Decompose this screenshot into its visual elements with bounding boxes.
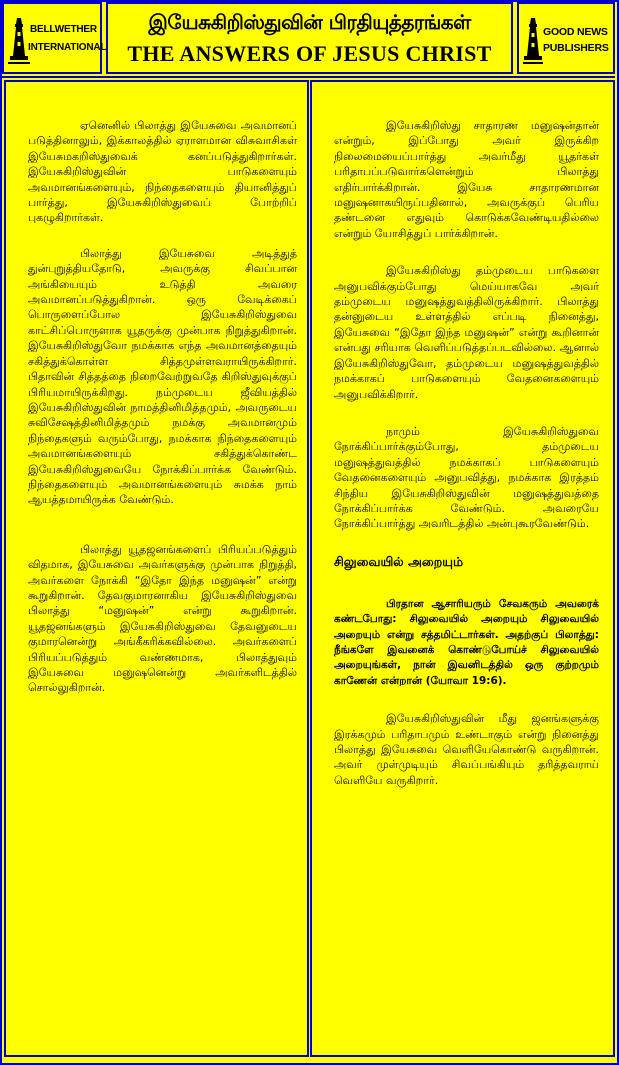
right-paragraph-2: இயேசுகிறிஸ்து தம்முடைய பாடுகளை அனுபவிக்கும்போது மெய்யாகவே அவர் தம்முடைய மனுஷத்துவத்திலிருக்கிறார். பிலாத்து தன்னுடைய உள்ளத்தில் எப்படி நினைத்து, இயேசுவை “இதோ இந்த மனுஷன்” என்று கூறினான் என்பது சரியாக வெளிப்படுத்தப்படவில்லை. ஆனால் இயேசுகிறிஸ்துவோ, தம்முடைய மனுஷத்துவத்தில் நமக்காகப் பாடுகளையும் வேதனைகளையும் அனுபவிக்கிறார். — [334, 264, 599, 401]
title-box — [106, 2, 513, 74]
left-paragraph-1: ஏனெனில் பிலாத்து இயேசுவை அவமானப் படுத்தினாலும், இக்காலத்தில் ஏராளமான விசுவாசிகள் இயேசுமகறிஸ்துவைக் கனப்படுத்துகிறார்கள். இயேசுகிறிஸ்துவின் பாடுகளையும் அவமானங்களையும், நிந்தைகளையும் தியானித்துப் பார்த்து, இயேசுகிறிஸ்துவைப் போற்றிப் புகழுகிறார்கள். — [28, 119, 297, 225]
bellwether-logo-line1: BELLWETHER — [30, 24, 97, 35]
bellwether-logo-box — [2, 2, 107, 74]
bellwether-logo — [8, 12, 107, 68]
left-paragraph-3: பிலாத்து யூதஜனங்களைப் பிரியப்படுத்தும் விதமாக, இயேசுவை அவர்களுக்கு முன்பாக நிறுத்தி, அவர்களை நோக்கி “இதோ இந்த மனுஷன்” என்று கூறுகிறான். தேவகுமாரனாகிய இயேசுகிறிஸ்துவை பிலாத்து “மனுஷன்” என்று கூறுகிறான். யூதஜனங்களும் இயேசுகிறிஸ்துவை தேவனுடைய குமாரனென்று அங்கீகரிக்கவில்லை. அவர்களைப் பிரியப்படுத்தும் வண்ணமாக, பிலாத்துவும் இயேசுவை மனுஷனென்று அவர்களிடத்தில் சொல்லுகிறான். — [28, 542, 297, 695]
right-paragraph-3: நாமும் இயேசுகிறிஸ்துவை நோக்கிப்பார்க்கும்போது, தம்முடைய மனுஷத்துவத்தில் நமக்காகப் பாடுகளையும் வேதனைகளையும் அனுபவித்து, நமக்காக இரத்தம் சிந்திய இயேசுகிறிஸ்துவின் மனுஷத்துவத்தை நோக்கிப்பார்க்க வேண்டும். அவரையே நோக்கிப்பார்த்து அவரிடத்தில் அன்புகூரவேண்டும். — [334, 424, 599, 531]
right-paragraph-1: இயேசுகிறிஸ்து சாதாரண மனுஷன்தான் என்றும், இப்போது அவர் இருக்கிற நிலைமையைப்பார்த்து அவர்மீது யூதர்கள் பரிதாபப்படுவார்களென்றும் பிலாத்து எதிர்பார்க்கிறான். இயேசு சாதாரணமான மனுஷனாகயிருப்பதினால், அவருக்குப் பெரிய தண்டனை எதுவும் கொடுக்கவேண்டியதில்லை என்றும் யோசித்துப் பார்க்கிறான். — [334, 119, 599, 240]
good-news-logo — [523, 12, 613, 68]
left-column — [4, 80, 309, 1057]
left-paragraph-2: பிலாத்து இயேசுவை அடித்துத் துன்புறுத்தியதோடு, அவருக்கு சிவப்பான அங்கியையும் உடுத்தி அவரை அவமானப்படுத்துகிறான். ஒரு வேடிக்கைப் பொருளைப்போல இயேசுகிறிஸ்துவை காட்சிப்பொருளாக யூதருக்கு முன்பாக நிறுத்துகிறான். இயேசுகிறிஸ்துவோ நமக்காக எந்த அவமானத்தையும் சகித்துக்கொள்ள சித்தமுள்ளவராயிருக்கிறார். பிதாவின் சித்தத்தை நிறைவேற்றுவதே கிறிஸ்துவுக்குப் பிரியமாயிருக்கிறது. நம்முடைய ஜீவியத்தில் இயேசுகிறிஸ்துவின் நாமத்தினிமித்தமும், அவருடைய சுவிசேஷத்தினிமித்தமும் நமக்கு அவமானமும் நிந்தைகளும் வரும்போது, நமக்காக நிந்தைகளையும் அவமானங்களையும் சகித்துக்கொண்ட இயேசுகிறிஸ்துவையே நோக்கிப்பார்க்க வேண்டும். நிந்தைகளையும் அவமானங்களையும் சுமக்க நாம் ஆயத்தமாயிருக்க வேண்டும். — [28, 246, 297, 507]
good-news-logo-box — [517, 2, 615, 74]
bellwether-logo-line2: INTERNATIONAL — [28, 42, 107, 53]
section-heading: சிலுவையில் அறையும் — [334, 553, 464, 569]
title-english: THE ANSWERS OF JESUS CHRIST — [127, 41, 492, 66]
right-paragraph-4: இயேசுகிறிஸ்துவின் மீது ஜனங்களுக்கு இரக்கமும் பரிதாபமும் உண்டாகும் என்று நினைத்து பிலாத்து இயேசுவை வெளியேகொண்டு வருகிறான். அவர் முள்முடியும் சிவப்பங்கியும் தரித்தவராய் வெளியே வருகிறார். — [334, 712, 599, 787]
lighthouse-icon — [8, 16, 30, 66]
good-news-logo-line1: GOOD NEWS — [543, 26, 608, 38]
right-column — [310, 80, 615, 1057]
header-divider — [2, 76, 615, 78]
title-tamil: இயேசுகிறிஸ்துவின் பிரதியுத்தரங்கள் — [148, 10, 471, 34]
good-news-logo-line2: PUBLISHERS — [543, 42, 609, 54]
lighthouse-icon — [523, 16, 543, 66]
scripture-quote: பிரதான ஆசாரியரும் சேவகரும் அவரைக் கண்டபோது: சிலுவையில் அறையும் சிலுவையில் அறையும் என்று சத்தமிட்டார்கள். அதற்குப் பிலாத்து: நீங்களே இவனைக் கொண்டுபோய்ச் சிலுவையில் அறையுங்கள், நான் இவனிடத்தில் ஒரு குற்றமும் காணேன் என்றான் (யோவா 19:6). — [334, 597, 599, 687]
